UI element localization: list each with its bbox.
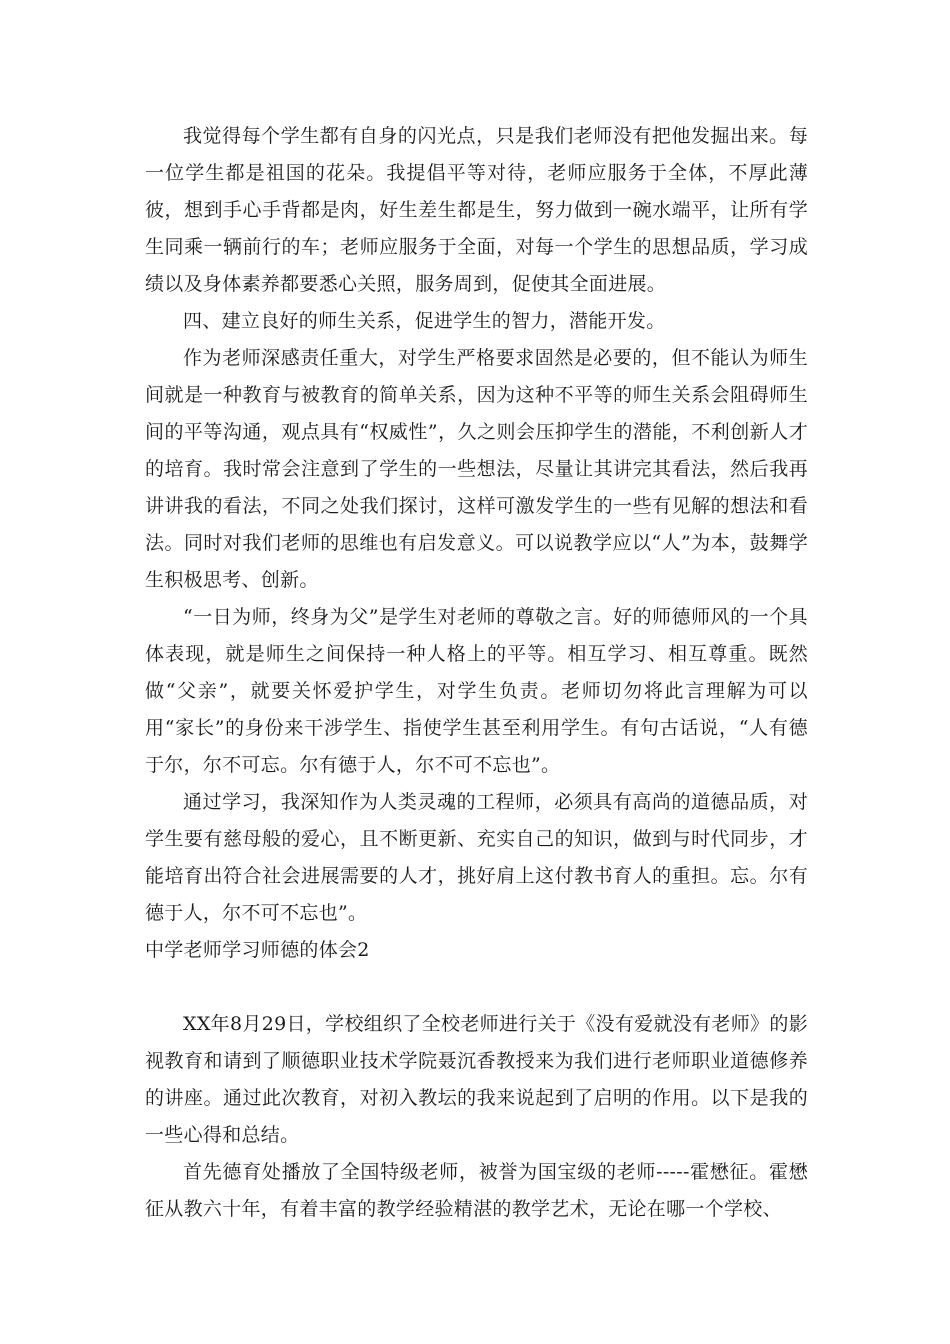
body-paragraph: “一日为师，终身为父”是学生对老师的尊敬之言。好的师德师风的一个具体表现，就是师生之间保持一种人格上的平等。相互学习、相互尊重。既然做“父亲”，就要关怀爱护学生，对学生负责。老师切勿将此言理解为可以用“家长”的身份来干涉学生、指使学生甚至利用学生。有句古话说，“人有德于尔，尔不可忘。尔有德于人，尔不可不忘也”。 [145, 606, 808, 776]
document-page [145, 118, 808, 1228]
body-paragraph: 作为老师深感责任重大，对学生严格要求固然是必要的，但不能认为师生间就是一种教育与被教育的简单关系，因为这种不平等的师生关系会阻碍师生间的平等沟通，观点具有“权威性”，久之则会压抑学生的潜能，不利创新人才的培育。我时常会注意到了学生的一些想法，尽量让其讲完其看法，然后我再讲讲我的看法，不同之处我们探讨，这样可激发学生的一些有见解的想法和看法。同时对我们老师的思维也有启发意义。可以说教学应以“人”为本，鼓舞学生积极思考、创新。 [145, 347, 808, 591]
section-title: 中学老师学习师德的体会2 [145, 939, 370, 961]
body-paragraph: XX年8月29日，学校组织了全校老师进行关于《没有爱就没有老师》的影视教育和请到了顺德职业技术学院聂沉香教授来为我们进行老师职业道德修养的讲座。通过此次教育，对初入教坛的我来说起到了启明的作用。以下是我的一些心得和总结。 [145, 1013, 808, 1146]
body-paragraph: 我觉得每个学生都有自身的闪光点，只是我们老师没有把他发掘出来。每一位学生都是祖国的花朵。我提倡平等对待，老师应服务于全体，不厚此薄彼，想到手心手背都是肉，好生差生都是生，努力做到一碗水端平，让所有学生同乘一辆前行的车；老师应服务于全面，对每一个学生的思想品质，学习成绩以及身体素养都要悉心关照，服务周到，促使其全面进展。 [145, 125, 808, 295]
body-paragraph: 通过学习，我深知作为人类灵魂的工程师，必须具有高尚的道德品质，对学生要有慈母般的爱心，且不断更新、充实自己的知识，做到与时代同步，才能培育出符合社会进展需要的人才，挑好肩上这付教书育人的重担。忘。尔有德于人，尔不可不忘也”。 [145, 791, 808, 924]
spacer [145, 969, 808, 1006]
body-paragraph: 首先德育处播放了全国特级老师，被誉为国宝级的老师-----霍懋征。霍懋征从教六十年，有着丰富的教学经验精湛的教学艺术，无论在哪一个学校、 [145, 1161, 808, 1220]
body-paragraph: 四、建立良好的师生关系，促进学生的智力，潜能开发。 [183, 310, 666, 332]
